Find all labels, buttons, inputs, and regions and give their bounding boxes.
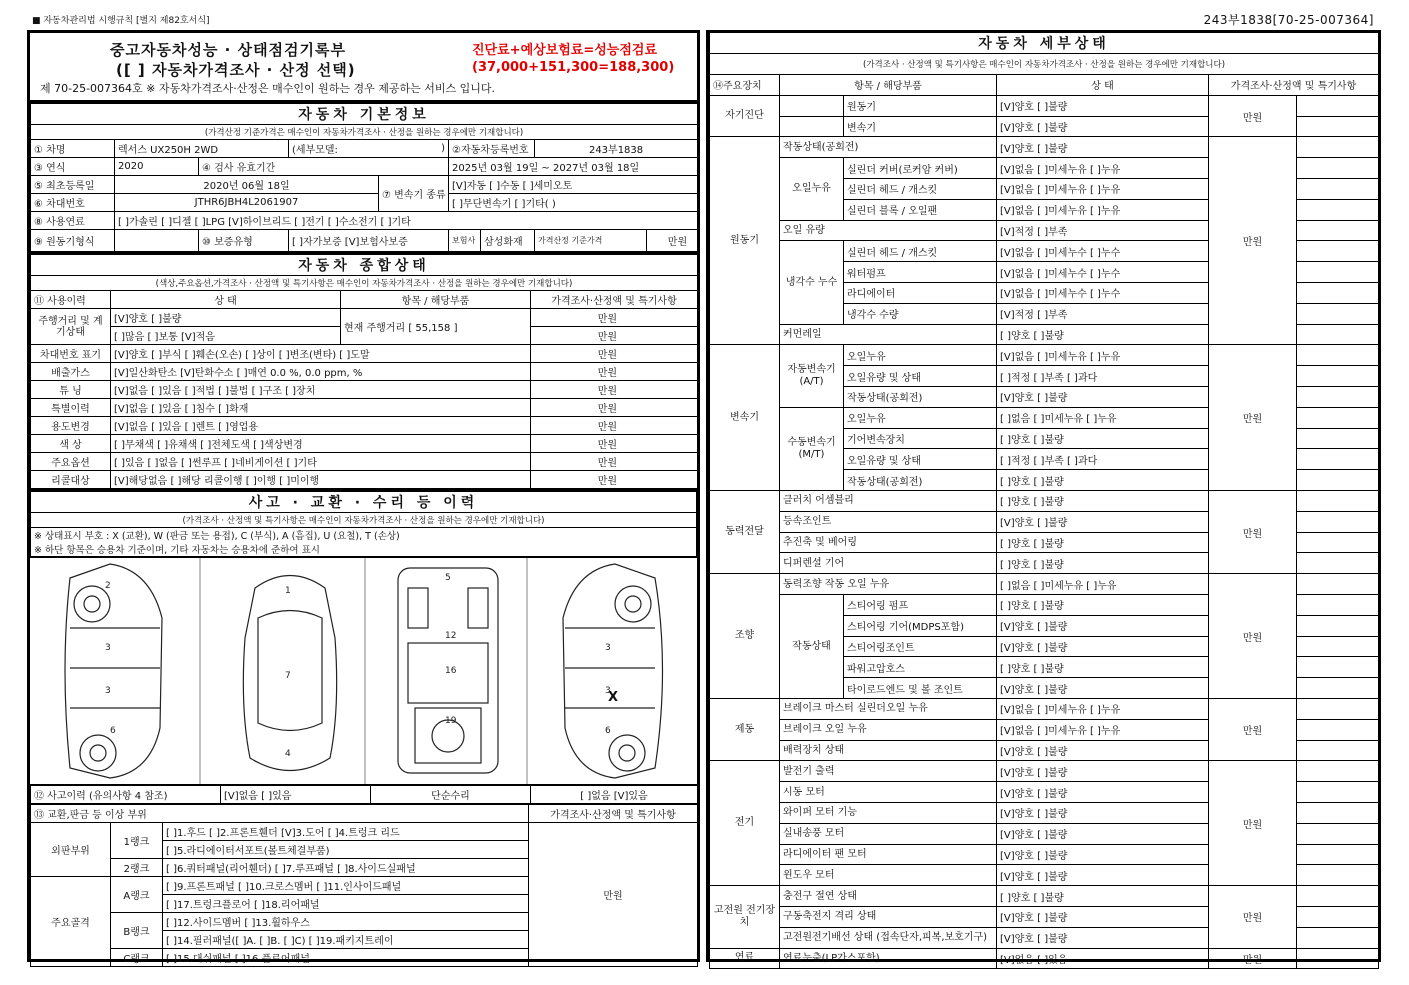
fuel-label: ⑧ 사용연료 — [31, 212, 115, 230]
current-mileage: 현재 주행거리 [ 55,158 ] — [341, 309, 531, 345]
fuel-value: [ ]가솔린 [ ]디젤 [ ]LPG [V]하이브리드 [ ]전기 [ ]수소전기 [ ]기타 — [115, 212, 698, 230]
detail-note-cell — [1297, 740, 1379, 761]
exchange-mark: X — [608, 690, 619, 705]
svg-text:16: 16 — [445, 666, 457, 676]
exchange-table — [30, 804, 698, 967]
detail-model-close: ) — [379, 140, 449, 158]
detail-item: 오일유량 및 상태 — [844, 449, 997, 470]
detail-note-cell — [1297, 865, 1379, 886]
detail-group-name: 동력전달 — [710, 491, 780, 574]
general-row-price: 만원 — [531, 399, 698, 417]
detail-price: 만원 — [1209, 574, 1297, 699]
detail-state: [V]양호 [ ]불량 — [997, 906, 1209, 927]
detail-state: [ ]양호 [ ]불량 — [997, 324, 1209, 345]
detail-note-cell — [1297, 719, 1379, 740]
detail-price: 만원 — [1209, 948, 1297, 969]
general-row-label: 특별이력 — [31, 399, 111, 417]
detail-subgroup: 작동상태 — [780, 595, 844, 699]
detail-note-cell — [1297, 636, 1379, 657]
detail-item: 연료누출(LP가스포함) — [780, 948, 997, 969]
detail-item: 구동축전지 격리 상태 — [780, 906, 997, 927]
detail-row — [710, 95, 1379, 116]
detail-note-cell — [1297, 761, 1379, 782]
svg-text:19: 19 — [445, 716, 457, 726]
general-status-note: (색상,주요옵션,가격조사 · 산정액 및 특기사항은 매수인이 자동차가격조사 · 산정을 원하는 경우에만 기재합니다) — [31, 276, 698, 291]
detail-group-name: 조향 — [710, 574, 780, 699]
detail-note-cell — [1297, 428, 1379, 449]
rank1-line2: [ ]5.라디에이터서포트(볼트체결부품) — [163, 841, 529, 859]
detail-item: 고전원전기배선 상태 (접속단자,피복,보호기구) — [780, 927, 997, 948]
detail-note-cell — [1297, 220, 1379, 241]
detail-note-cell — [1297, 511, 1379, 532]
detail-item: 작동상태(공회전) — [780, 137, 997, 158]
detail-state-head: 상 태 — [997, 75, 1209, 96]
left-panel — [27, 30, 700, 965]
detail-note-cell — [1297, 699, 1379, 720]
general-row — [31, 471, 698, 489]
detail-note-cell — [1297, 199, 1379, 220]
detail-price: 만원 — [1209, 761, 1297, 886]
detail-item: 스티어링 기어(MDPS포함) — [844, 615, 997, 636]
detail-state: [V]양호 [ ]불량 — [997, 865, 1209, 886]
svg-text:3: 3 — [105, 643, 111, 653]
general-row-state: [V]없음 [ ]있음 [ ]적법 [ ]불법 [ ]구조 [ ]장치 — [111, 381, 531, 399]
symbol-legend: ※ 상태표시 부호 : X (교환), W (판금 또는 용접), C (부식), A (흠집), U (요철), T (손상) — [31, 528, 697, 543]
form-subtitle: ([ ] 자동차가격조사 · 산정 선택) — [116, 61, 356, 79]
svg-text:12: 12 — [445, 631, 457, 641]
insurer-value: 삼성화재 — [481, 230, 535, 252]
detail-item: 라디에이터 팬 모터 — [780, 844, 997, 865]
engine-type-label: ⑨ 원동기형식 — [31, 230, 115, 252]
detail-item: 발전기 출력 — [780, 761, 997, 782]
detail-note-cell — [1297, 532, 1379, 553]
detail-item: 실린더 헤드 / 개스킷 — [844, 241, 997, 262]
mileage-state-a: [V]양호 [ ]불량 — [111, 309, 341, 327]
transmission-label: ⑦ 변속기 종류 — [379, 176, 449, 212]
detail-item: 실내송풍 모터 — [780, 823, 997, 844]
detail-price: 만원 — [1209, 95, 1297, 137]
form-reference: ■ 자동차관리법 시행규칙 [별지 제82호서식] — [32, 16, 210, 26]
detail-state: [ ]양호 [ ]불량 — [997, 657, 1209, 678]
detail-state: [V]양호 [ ]불량 — [997, 678, 1209, 699]
detail-note-cell — [1297, 657, 1379, 678]
detail-item: 스티어링조인트 — [844, 636, 997, 657]
detail-state: [V]양호 [ ]불량 — [997, 615, 1209, 636]
detail-note-cell — [1297, 844, 1379, 865]
detail-note-cell — [1297, 802, 1379, 823]
detail-state: [V]적정 [ ]부족 — [997, 303, 1209, 324]
main-frame-label: 주요골격 — [31, 877, 111, 967]
transmission-value-2: [ ]무단변속기 [ ]기타( ) — [449, 194, 698, 212]
exchange-price: 만원 — [529, 823, 698, 967]
detail-note-cell — [1297, 615, 1379, 636]
detail-state: [ ]양호 [ ]불량 — [997, 553, 1209, 574]
svg-text:1: 1 — [285, 586, 291, 596]
svg-text:3: 3 — [105, 686, 111, 696]
detail-state: [V]양호 [ ]불량 — [997, 137, 1209, 158]
detail-state: [V]없음 [ ]있음 — [997, 948, 1209, 969]
detail-state: [V]양호 [ ]불량 — [997, 823, 1209, 844]
detail-state: [V]양호 [ ]불량 — [997, 844, 1209, 865]
general-row-state: [V]해당없음 [ ]해당 리콜이행 [ ]이행 [ ]미이행 — [111, 471, 531, 489]
warranty-label: ⑩ 보증유형 — [199, 230, 289, 252]
detail-state: [ ]양호 [ ]불량 — [997, 595, 1209, 616]
detail-item: 와이퍼 모터 기능 — [780, 802, 997, 823]
detail-item: 커먼레일 — [780, 324, 997, 345]
base-price-label: 가격산정 기준가격 — [535, 230, 647, 252]
plate-label: ②자동차등록번호 — [449, 140, 535, 158]
detail-item: 등속조인트 — [780, 511, 997, 532]
document-number: 제 70-25-007364호 ※ 자동차가격조사·산정은 매수인이 원하는 경우 제공하는 서비스 입니다. — [40, 82, 496, 95]
price-note-head: 가격조사·산정액 및 특기사항 — [531, 291, 698, 309]
detail-item: 워터펌프 — [844, 262, 997, 283]
detail-state: [ ]없음 [ ]미세누유 [ ]누유 — [997, 574, 1209, 595]
detail-item: 브레이크 오일 누유 — [780, 719, 997, 740]
detail-note-cell — [1297, 449, 1379, 470]
detail-state: [V]없음 [ ]미세누유 [ ]누유 — [997, 719, 1209, 740]
detail-row — [710, 699, 1379, 720]
detail-model-label: (세부모델: — [289, 140, 379, 158]
general-row-label: 리콜대상 — [31, 471, 111, 489]
detail-item: 오일누유 — [844, 345, 997, 366]
detail-note-cell — [1297, 95, 1379, 116]
detail-item: 실린더 블록 / 오일팬 — [844, 199, 997, 220]
detail-group-name: 전기 — [710, 761, 780, 886]
detail-table — [709, 33, 1379, 969]
detail-subgroup: 냉각수 누수 — [780, 241, 844, 324]
general-row — [31, 381, 698, 399]
plate-value: 243부1838 — [535, 140, 698, 158]
accident-table — [30, 489, 697, 557]
mileage-price: 만원 — [531, 309, 698, 327]
detail-item: 실린더 헤드 / 개스킷 — [844, 179, 997, 200]
detail-row — [710, 761, 1379, 782]
basic-info-table — [30, 101, 698, 252]
accident-history-value: [V]없음 [ ]있음 — [221, 786, 371, 804]
detail-item: 동력조향 작동 오일 누유 — [780, 574, 997, 595]
top-bar — [30, 10, 1380, 30]
state-head: 상 태 — [111, 291, 341, 309]
car-diagram-svg — [30, 558, 697, 785]
detail-state: [V]양호 [ ]불량 — [997, 782, 1209, 803]
detail-state: [V]양호 [ ]불량 — [997, 636, 1209, 657]
detail-state: [V]없음 [ ]미세누유 [ ]누유 — [997, 158, 1209, 179]
detail-state: [V]없음 [ ]미세누수 [ ]누수 — [997, 283, 1209, 304]
detail-note-cell — [1297, 782, 1379, 803]
general-row-state: [V]일산화탄소 [V]탄화수소 [ ]매연 0.0 %, 0.0 ppm, % — [111, 363, 531, 381]
detail-state: [V]양호 [ ]불량 — [997, 761, 1209, 782]
detail-item: 작동상태(공회전) — [844, 470, 997, 491]
insurer-label: 보험사 — [449, 230, 481, 252]
detail-item: 스티어링 펌프 — [844, 595, 997, 616]
general-row-label: 색 상 — [31, 435, 111, 453]
detail-subgroup: 수동변속기 (M/T) — [780, 407, 844, 490]
general-status-title: 자동차 종합상태 — [31, 254, 698, 276]
detail-state: [ ]없음 [ ]미세누유 [ ]누유 — [997, 407, 1209, 428]
detail-item: 기어변속장치 — [844, 428, 997, 449]
standard-legend: ※ 하단 항목은 승용차 기준이며, 기타 자동차는 승용차에 준하여 표시 — [31, 542, 697, 557]
svg-text:6: 6 — [110, 726, 116, 736]
detail-state: [V]양호 [ ]불량 — [997, 802, 1209, 823]
general-row-label: 튜 닝 — [31, 381, 111, 399]
item-head: 항목 / 해당부품 — [341, 291, 531, 309]
general-row-price: 만원 — [531, 345, 698, 363]
accident-history-table — [30, 785, 698, 804]
detail-state: [V]양호 [ ]불량 — [997, 927, 1209, 948]
detail-price-head: 가격조사·산정액 및 특기사항 — [1209, 75, 1379, 96]
svg-text:6: 6 — [605, 726, 611, 736]
first-reg-label: ⑤ 최초등록일 — [31, 176, 115, 194]
detail-item: 냉각수 수량 — [844, 303, 997, 324]
simple-repair-label: 단순수리 — [371, 786, 531, 804]
detail-item: 충전구 절연 상태 — [780, 886, 997, 907]
detail-item: 변속기 — [844, 116, 997, 137]
detail-note-cell — [1297, 470, 1379, 491]
vin-value: JTHR6JBH4L2061907 — [115, 194, 379, 212]
rankB-label: B랭크 — [111, 913, 163, 949]
detail-state: [V]양호 [ ]불량 — [997, 95, 1209, 116]
first-reg-value: 2020년 06월 18일 — [115, 176, 379, 194]
inspection-valid-label: ④ 검사 유효기간 — [199, 158, 449, 176]
detail-group-name: 연료 — [710, 948, 780, 969]
detail-note-cell — [1297, 574, 1379, 595]
detail-row — [710, 574, 1379, 595]
detail-price: 만원 — [1209, 886, 1297, 948]
general-row — [31, 435, 698, 453]
detail-item: 배력장치 상태 — [780, 740, 997, 761]
detail-state: [V]없음 [ ]미세누유 [ ]누유 — [997, 199, 1209, 220]
detail-state: [V]양호 [ ]불량 — [997, 116, 1209, 137]
detail-price: 만원 — [1209, 345, 1297, 491]
transmission-value-1: [V]자동 [ ]수동 [ ]세미오토 — [449, 176, 698, 194]
mileage-label: 주행거리 및 계기상태 — [31, 309, 111, 345]
detail-note-cell — [1297, 345, 1379, 366]
detail-subgroup: 오일누유 — [780, 158, 844, 220]
rank1-label: 1랭크 — [111, 823, 163, 859]
general-row — [31, 453, 698, 471]
detail-state: [V]양호 [ ]불량 — [997, 387, 1209, 408]
general-row-price: 만원 — [531, 435, 698, 453]
detail-item: 추진축 및 베어링 — [780, 532, 997, 553]
vehicle-record-id: 243부1838[70-25-007364] — [1203, 13, 1374, 27]
detail-group-name: 제동 — [710, 699, 780, 761]
model-year-value: 2020 — [115, 158, 199, 176]
detail-note-cell — [1297, 886, 1379, 907]
detail-title: 자동차 세부상태 — [710, 33, 1379, 54]
detail-item: 오일 유량 — [780, 220, 997, 241]
svg-text:3: 3 — [605, 686, 611, 696]
fee-formula: 진단료+예상보험료=성능점검료 — [472, 43, 658, 58]
general-row-state: [V]없음 [ ]있음 [ ]렌트 [ ]영업용 — [111, 417, 531, 435]
base-price-unit: 만원 — [647, 230, 698, 252]
detail-row — [710, 137, 1379, 158]
general-row-label: 주요옵션 — [31, 453, 111, 471]
rankB-line2: [ ]14.필러패널([ ]A. [ ]B. [ ]C) [ ]19.패키지트레이 — [163, 931, 529, 949]
detail-note-cell — [1297, 387, 1379, 408]
detail-row — [710, 886, 1379, 907]
general-status-table — [30, 252, 698, 489]
detail-state: [ ]적정 [ ]부족 [ ]과다 — [997, 366, 1209, 387]
detail-group-name: 자기진단 — [710, 95, 780, 137]
detail-row — [710, 948, 1379, 969]
accident-title: 사고 · 교환 · 수리 등 이력 — [31, 491, 697, 513]
general-row-price: 만원 — [531, 363, 698, 381]
detail-note-cell — [1297, 553, 1379, 574]
detail-row — [710, 491, 1379, 512]
detail-item: 라디에이터 — [844, 283, 997, 304]
rankC-label: C랭크 — [111, 949, 163, 967]
svg-text:2: 2 — [105, 581, 111, 591]
detail-note-cell — [1297, 906, 1379, 927]
general-row-state: [ ]있음 [ ]없음 [ ]썬루프 [ ]네비게이션 [ ]기타 — [111, 453, 531, 471]
accident-note: (가격조사 · 산정액 및 특기사항은 매수인이 자동차가격조사 · 산정을 원하는 경우에만 기재합니다) — [31, 513, 697, 528]
detail-state: [V]없음 [ ]미세누유 [ ]누유 — [997, 345, 1209, 366]
rankA-line1: [ ]9.프론트패널 [ ]10.크로스멤버 [ ]11.인사이드패널 — [163, 877, 529, 895]
general-row-state: [V]없음 [ ]있음 [ ]침수 [ ]화재 — [111, 399, 531, 417]
car-name-label: ① 차명 — [31, 140, 115, 158]
general-row — [31, 399, 698, 417]
general-row-label: 차대번호 표기 — [31, 345, 111, 363]
detail-item: 타이로드엔드 및 볼 조인트 — [844, 678, 997, 699]
simple-repair-value: [ ]없음 [V]있음 — [531, 786, 698, 804]
general-row-state: [ ]무채색 [ ]유채색 [ ]전체도색 [ ]색상변경 — [111, 435, 531, 453]
basic-info-note: (가격산정 기준가격은 매수인이 자동차가격조사 · 산정을 원하는 경우에만 기재합니다) — [31, 125, 698, 140]
detail-state: [V]양호 [ ]불량 — [997, 511, 1209, 532]
form-title: 중고자동차성능 · 상태점검기록부 — [110, 41, 347, 59]
detail-note-cell — [1297, 491, 1379, 512]
detail-item: 디퍼렌셜 기어 — [780, 553, 997, 574]
detail-note: (가격조사 · 산정액 및 특기사항은 매수인이 자동차가격조사 · 산정을 원하는 경우에만 기재합니다) — [710, 54, 1379, 75]
detail-note-cell — [1297, 407, 1379, 428]
detail-item: 브레이크 마스터 실린더오일 누유 — [780, 699, 997, 720]
detail-item: 작동상태(공회전) — [844, 387, 997, 408]
detail-group-name: 고전원 전기장치 — [710, 886, 780, 948]
general-row — [31, 345, 698, 363]
detail-item-head: 항목 / 해당부품 — [780, 75, 997, 96]
detail-note-cell — [1297, 927, 1379, 948]
detail-subgroup-blank — [780, 95, 844, 116]
car-name-value: 렉서스 UX250H 2WD — [115, 140, 289, 158]
accident-history-label: ⑫ 사고이력 (유의사항 4 참조) — [31, 786, 221, 804]
detail-note-cell — [1297, 366, 1379, 387]
detail-state: [ ]적정 [ ]부족 [ ]과다 — [997, 449, 1209, 470]
detail-note-cell — [1297, 595, 1379, 616]
mileage-price-2: 만원 — [531, 327, 698, 345]
general-row-price: 만원 — [531, 417, 698, 435]
svg-text:7: 7 — [285, 671, 291, 681]
rankA-line2: [ ]17.트렁크플로어 [ ]18.리어패널 — [163, 895, 529, 913]
detail-subgroup-blank — [780, 116, 844, 137]
general-row — [31, 363, 698, 381]
fee-values: (37,000+151,300=188,300) — [472, 60, 675, 75]
detail-note-cell — [1297, 137, 1379, 158]
mileage-state-b: [ ]많음 [ ]보통 [V]적음 — [111, 327, 341, 345]
detail-group-name: 원동기 — [710, 137, 780, 345]
detail-note-cell — [1297, 179, 1379, 200]
general-row — [31, 417, 698, 435]
detail-subgroup: 자동변속기 (A/T) — [780, 345, 844, 407]
detail-item: 시동 모터 — [780, 782, 997, 803]
right-panel — [706, 30, 1381, 966]
detail-note-cell — [1297, 324, 1379, 345]
general-row-label: 용도변경 — [31, 417, 111, 435]
detail-note-cell — [1297, 158, 1379, 179]
detail-item: 오일유량 및 상태 — [844, 366, 997, 387]
detail-state: [V]없음 [ ]미세누수 [ ]누수 — [997, 262, 1209, 283]
detail-state: [ ]양호 [ ]불량 — [997, 886, 1209, 907]
detail-state: [V]없음 [ ]미세누수 [ ]누수 — [997, 241, 1209, 262]
rank1-line1: [ ]1.후드 [ ]2.프론트휀더 [V]3.도어 [ ]4.트렁크 리드 — [163, 823, 529, 841]
exchange-price-head: 가격조사·산정액 및 특기사항 — [529, 805, 698, 823]
exchange-title: ⑬ 교환,판금 등 이상 부위 — [31, 805, 529, 823]
general-row-price: 만원 — [531, 471, 698, 489]
inspection-valid-value: 2025년 03월 19일 ~ 2027년 03월 18일 — [449, 158, 698, 176]
general-row-state: [V]양호 [ ]부식 [ ]훼손(오손) [ ]상이 [ ]변조(변타) [ ]도말 — [111, 345, 531, 363]
svg-text:3: 3 — [605, 643, 611, 653]
form-header — [30, 33, 697, 101]
detail-item: 파워고압호스 — [844, 657, 997, 678]
warranty-value: [ ]자가보증 [V]보험사보증 — [289, 230, 449, 252]
detail-note-cell — [1297, 823, 1379, 844]
detail-state: [ ]양호 [ ]불량 — [997, 532, 1209, 553]
rankC-line1: [ ]15.대쉬패널 [ ]16.플로어패널 — [163, 949, 529, 967]
detail-item: 원동기 — [844, 95, 997, 116]
vin-label: ⑥ 차대번호 — [31, 194, 115, 212]
outer-panel-label: 외판부위 — [31, 823, 111, 877]
detail-item: 클러치 어셈블리 — [780, 491, 997, 512]
detail-state: [V]없음 [ ]미세누유 [ ]누유 — [997, 179, 1209, 200]
detail-state: [ ]양호 [ ]불량 — [997, 428, 1209, 449]
svg-text:4: 4 — [285, 749, 291, 759]
detail-state: [V]없음 [ ]미세누유 [ ]누유 — [997, 699, 1209, 720]
model-year-label: ③ 연식 — [31, 158, 115, 176]
detail-note-cell — [1297, 241, 1379, 262]
detail-note-cell — [1297, 283, 1379, 304]
detail-state: [ ]양호 [ ]불량 — [997, 470, 1209, 491]
detail-state: [V]양호 [ ]불량 — [997, 740, 1209, 761]
engine-type-value — [115, 230, 199, 252]
detail-item: 오일누유 — [844, 407, 997, 428]
usage-history-head: ⑪ 사용이력 — [31, 291, 111, 309]
detail-group-name: 변속기 — [710, 345, 780, 491]
rank2-line1: [ ]6.쿼터패널(리어휀더) [ ]7.루프패널 [ ]8.사이드실패널 — [163, 859, 529, 877]
detail-item: 윈도우 모터 — [780, 865, 997, 886]
detail-price: 만원 — [1209, 137, 1297, 345]
detail-price: 만원 — [1209, 699, 1297, 761]
general-row-price: 만원 — [531, 453, 698, 471]
detail-note-cell — [1297, 948, 1379, 969]
svg-text:5: 5 — [445, 573, 451, 583]
general-row-price: 만원 — [531, 381, 698, 399]
detail-state: [ ]양호 [ ]불량 — [997, 491, 1209, 512]
rankB-line1: [ ]12.사이드멤버 [ ]13.휠하우스 — [163, 913, 529, 931]
detail-row — [710, 345, 1379, 366]
rankA-label: A랭크 — [111, 877, 163, 913]
general-row-label: 배출가스 — [31, 363, 111, 381]
basic-info-title: 자동차 기본정보 — [31, 103, 698, 125]
car-diagram — [30, 557, 697, 785]
detail-note-cell — [1297, 303, 1379, 324]
rank2-label: 2랭크 — [111, 859, 163, 877]
detail-note-cell — [1297, 678, 1379, 699]
detail-item: 실린더 커버(로커암 커버) — [844, 158, 997, 179]
detail-price: 만원 — [1209, 491, 1297, 574]
detail-device-head: ⑭주요장치 — [710, 75, 780, 96]
detail-note-cell — [1297, 262, 1379, 283]
detail-note-cell — [1297, 116, 1379, 137]
detail-state: [V]적정 [ ]부족 — [997, 220, 1209, 241]
